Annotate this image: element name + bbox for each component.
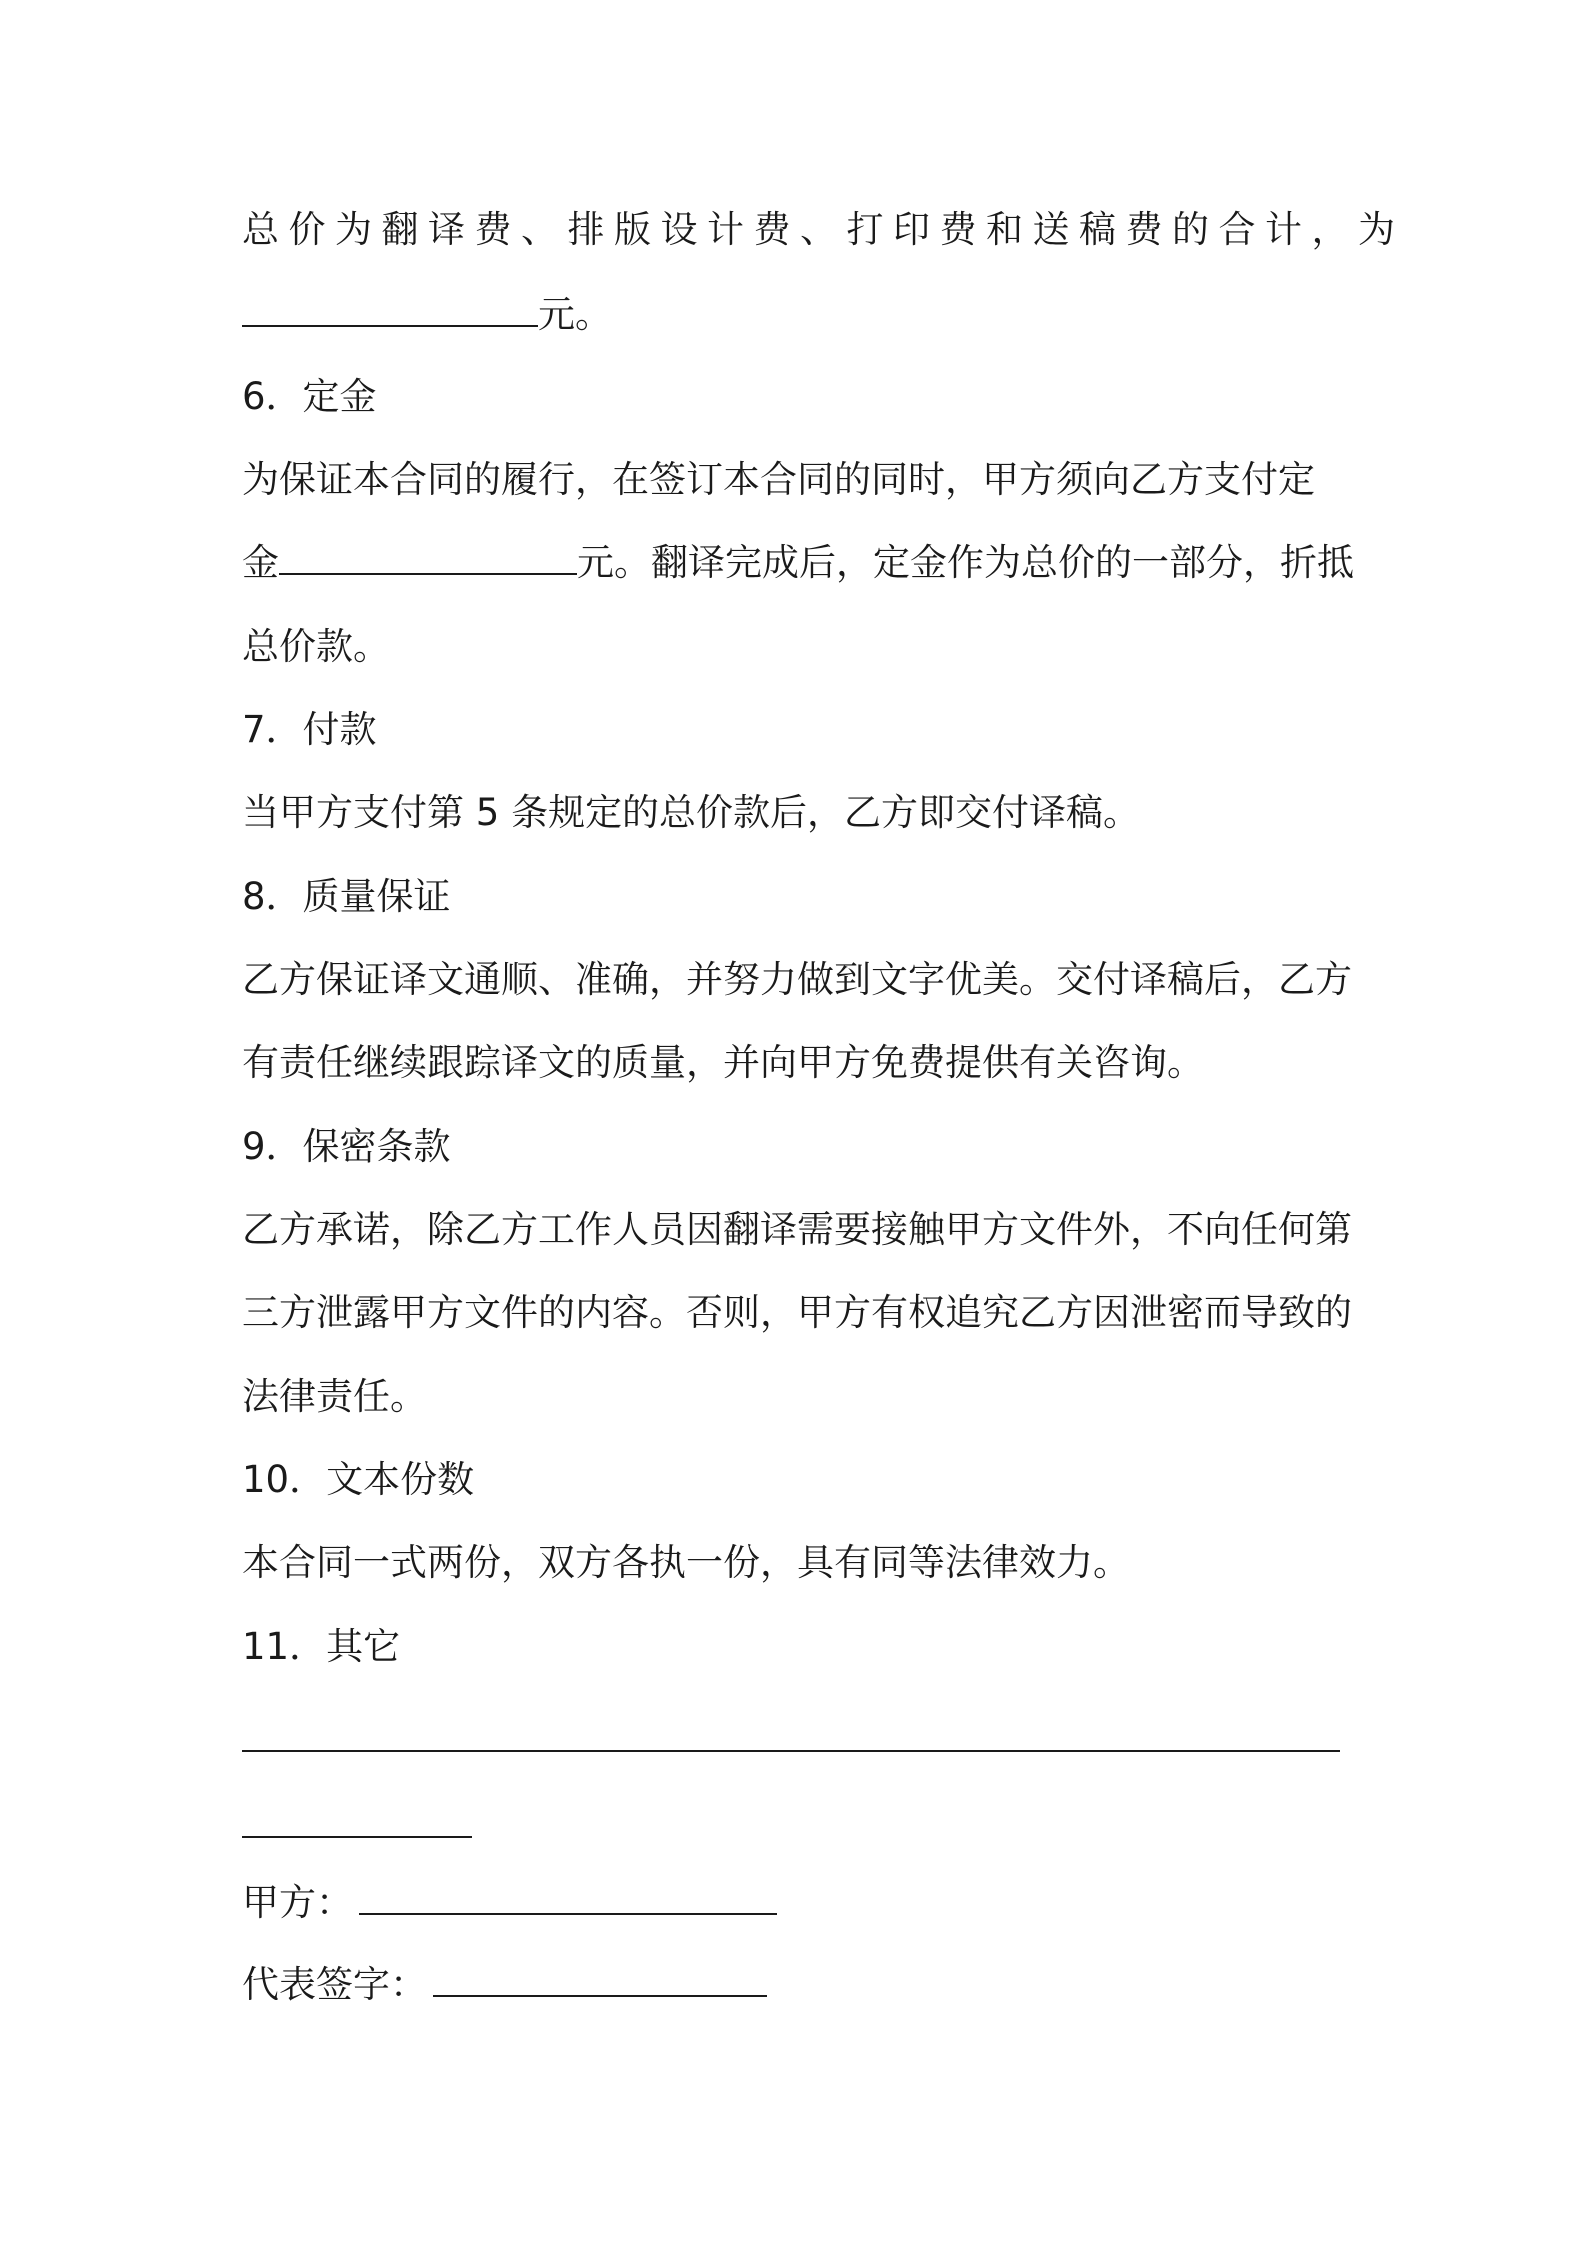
party-a-blank[interactable] xyxy=(359,1879,777,1915)
section-8-line-2: 有责任继续跟踪译文的质量，并向甲方免费提供有关咨询。 xyxy=(242,1041,1204,1084)
section-6-line-1: 为保证本合同的履行，在签订本合同的同时，甲方须向乙方支付定 xyxy=(242,458,1315,501)
section-10-line-1: 本合同一式两份，双方各执一份，具有同等法律效力。 xyxy=(242,1541,1130,1584)
rep-sign-line xyxy=(242,1960,767,2010)
section-10-title: 10．文本份数 xyxy=(242,1458,475,1501)
deposit-amount-blank[interactable] xyxy=(279,539,577,575)
section-7-line-1: 当甲方支付第 5 条规定的总价款后，乙方即交付译稿。 xyxy=(242,791,1141,834)
section-7-title: 7．付款 xyxy=(242,708,377,751)
party-a-label: 甲方： xyxy=(242,1881,353,1924)
total-price-line: 总价为翻译费、排版设计费、打印费和送稿费的合计，为 xyxy=(242,208,1405,251)
total-price-unit: 元。 xyxy=(538,293,612,336)
other-terms-blank-line-2[interactable] xyxy=(242,1836,472,1838)
section-8-title: 8．质量保证 xyxy=(242,875,451,918)
deposit-prefix: 金 xyxy=(242,541,279,584)
section-9-line-1: 乙方承诺，除乙方工作人员因翻译需要接触甲方文件外，不向任何第 xyxy=(242,1208,1352,1251)
total-price-blank[interactable] xyxy=(242,291,538,327)
deposit-suffix: 元。翻译完成后，定金作为总价的一部分，折抵 xyxy=(577,541,1354,584)
section-9-line-2: 三方泄露甲方文件的内容。否则，甲方有权追究乙方因泄密而导致的 xyxy=(242,1291,1352,1334)
rep-sign-blank[interactable] xyxy=(433,1961,767,1997)
section-6-title: 6．定金 xyxy=(242,375,377,418)
section-6-line-2 xyxy=(242,538,1354,588)
rep-sign-label: 代表签字： xyxy=(242,1963,427,2006)
section-8-line-1: 乙方保证译文通顺、准确，并努力做到文字优美。交付译稿后，乙方 xyxy=(242,958,1352,1001)
section-11-title: 11．其它 xyxy=(242,1625,401,1668)
total-price-amount-line xyxy=(242,290,612,340)
other-terms-blank-line-1[interactable] xyxy=(242,1750,1340,1752)
section-6-line-3: 总价款。 xyxy=(242,625,390,668)
section-9-line-3: 法律责任。 xyxy=(242,1375,427,1418)
party-a-line xyxy=(242,1878,777,1928)
section-9-title: 9．保密条款 xyxy=(242,1125,451,1168)
